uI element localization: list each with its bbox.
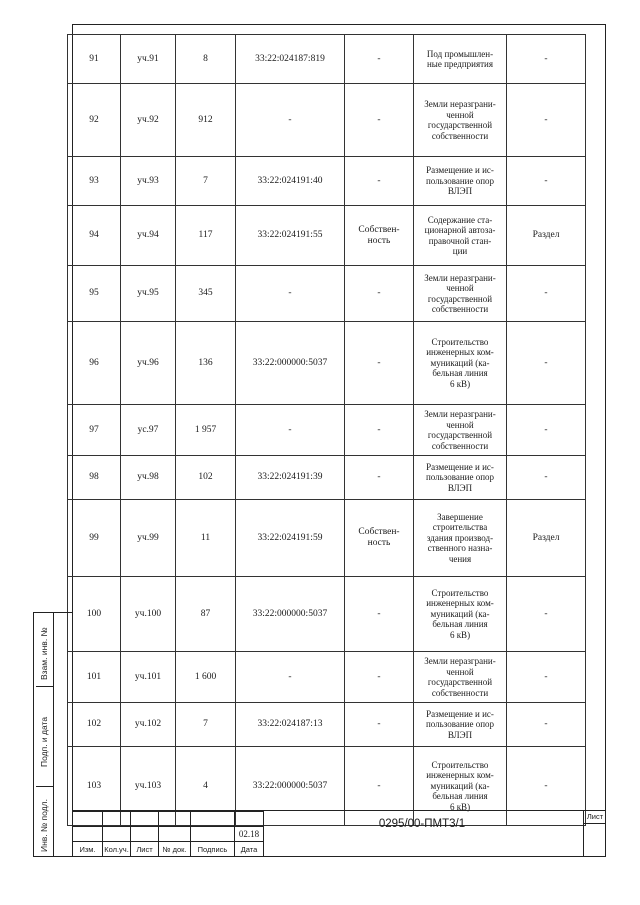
area-cell: 7 — [176, 703, 236, 747]
stamp-date-value: 02.18 — [235, 827, 264, 842]
row-number-cell: 93 — [68, 157, 121, 206]
cadastral-number-cell: 33:22:024191:40 — [236, 157, 345, 206]
row-number-cell: 101 — [68, 652, 121, 703]
table-row — [68, 266, 586, 322]
plot-id-cell: уч.99 — [121, 500, 176, 577]
cadastral-number-cell: 33:22:000000:5037 — [236, 577, 345, 652]
formation-type-cell: - — [507, 577, 586, 652]
cadastral-number-cell: - — [236, 652, 345, 703]
stamp-row — [73, 812, 264, 827]
formation-type-cell: - — [507, 747, 586, 826]
document-number: 0295/00-ПМТ3/1 — [378, 818, 466, 830]
formation-type-cell: - — [507, 84, 586, 157]
right-type-cell: - — [345, 35, 414, 84]
cadastral-number-cell: - — [236, 84, 345, 157]
stamp-header-row — [73, 842, 264, 857]
table-row — [68, 652, 586, 703]
row-number-cell: 100 — [68, 577, 121, 652]
formation-type-cell: - — [507, 456, 586, 500]
formation-type-cell: - — [507, 35, 586, 84]
sheet-label: Лист — [586, 812, 604, 821]
table-row — [68, 456, 586, 500]
stamp-header-koluch: Кол.уч. — [103, 842, 131, 857]
right-type-cell: - — [345, 405, 414, 456]
side-label-podp: Подп. и дата — [39, 716, 49, 767]
permitted-use-cell: Земли неразграни- ченной государственной собственности — [414, 266, 507, 322]
stamp-header-list: Лист — [131, 842, 159, 857]
stamp-header-izm: Изм. — [73, 842, 103, 857]
area-cell: 912 — [176, 84, 236, 157]
area-cell: 117 — [176, 206, 236, 266]
permitted-use-cell: Размещение и ис- пользование опор ВЛЭП — [414, 456, 507, 500]
area-cell: 1 600 — [176, 652, 236, 703]
plot-id-cell: уч.91 — [121, 35, 176, 84]
cadastral-number-cell: - — [236, 266, 345, 322]
stamp-header-podpis: Подпись — [191, 842, 235, 857]
permitted-use-cell: Земли неразграни- ченной государственной собственности — [414, 652, 507, 703]
plot-id-cell: уч.100 — [121, 577, 176, 652]
right-type-cell: - — [345, 84, 414, 157]
row-number-cell: 102 — [68, 703, 121, 747]
area-cell: 4 — [176, 747, 236, 826]
area-cell: 136 — [176, 322, 236, 405]
row-number-cell: 103 — [68, 747, 121, 826]
right-type-cell: - — [345, 157, 414, 206]
formation-type-cell: - — [507, 703, 586, 747]
table-body — [68, 35, 586, 826]
right-type-cell: - — [345, 322, 414, 405]
row-number-cell: 99 — [68, 500, 121, 577]
permitted-use-cell: Строительство инженерных ком- муникаций (ка- бельная линия 6 кВ) — [414, 747, 507, 826]
plot-id-cell: уч.98 — [121, 456, 176, 500]
plot-id-cell: уч.101 — [121, 652, 176, 703]
right-type-cell: - — [345, 456, 414, 500]
formation-type-cell: - — [507, 652, 586, 703]
plot-id-cell: уч.95 — [121, 266, 176, 322]
row-number-cell: 92 — [68, 84, 121, 157]
row-number-cell: 94 — [68, 206, 121, 266]
plot-id-cell: ус.97 — [121, 405, 176, 456]
stamp-grid — [72, 811, 264, 857]
plot-id-cell: уч.93 — [121, 157, 176, 206]
permitted-use-cell: Размещение и ис- пользование опор ВЛЭП — [414, 703, 507, 747]
table-row — [68, 35, 586, 84]
side-label-inv: Инв. № подл. — [39, 799, 49, 852]
area-cell: 1 957 — [176, 405, 236, 456]
right-type-cell: - — [345, 747, 414, 826]
cadastral-number-cell: 33:22:024187:819 — [236, 35, 345, 84]
row-number-cell: 96 — [68, 322, 121, 405]
plot-id-cell: уч.96 — [121, 322, 176, 405]
permitted-use-cell: Строительство инженерных ком- муникаций (ка- бельная линия 6 кВ) — [414, 577, 507, 652]
permitted-use-cell: Земли неразграни- ченной государственной собственности — [414, 405, 507, 456]
sheet-divider — [583, 823, 606, 824]
plot-id-cell: уч.92 — [121, 84, 176, 157]
permitted-use-cell: Земли неразграни- ченной государственной собственности — [414, 84, 507, 157]
formation-type-cell: - — [507, 266, 586, 322]
formation-type-cell: - — [507, 322, 586, 405]
permitted-use-cell: Строительство инженерных ком- муникаций (ка- бельная линия 6 кВ) — [414, 322, 507, 405]
table-row — [68, 322, 586, 405]
plot-id-cell: уч.102 — [121, 703, 176, 747]
right-type-cell: Собствен- ность — [345, 206, 414, 266]
table-row — [68, 500, 586, 577]
stamp-header-ndok: № док. — [159, 842, 191, 857]
row-number-cell: 98 — [68, 456, 121, 500]
formation-type-cell: Раздел — [507, 500, 586, 577]
area-cell: 11 — [176, 500, 236, 577]
table-row — [68, 703, 586, 747]
table-row — [68, 84, 586, 157]
permitted-use-cell: Под промышлен- ные предприятия — [414, 35, 507, 84]
table-row — [68, 157, 586, 206]
formation-type-cell: - — [507, 405, 586, 456]
stamp-header-data: Дата — [235, 842, 264, 857]
right-type-cell: - — [345, 652, 414, 703]
area-cell: 7 — [176, 157, 236, 206]
table-row — [68, 405, 586, 456]
land-plots-table — [67, 34, 586, 826]
table-row — [68, 577, 586, 652]
table-row — [68, 206, 586, 266]
row-number-cell: 95 — [68, 266, 121, 322]
cadastral-number-cell: 33:22:000000:5037 — [236, 322, 345, 405]
formation-type-cell: Раздел — [507, 206, 586, 266]
area-cell: 8 — [176, 35, 236, 84]
permitted-use-cell: Завершение строительства здания производ- ственного назна- чения — [414, 500, 507, 577]
row-number-cell: 91 — [68, 35, 121, 84]
right-type-cell: - — [345, 703, 414, 747]
right-type-cell: Собствен- ность — [345, 500, 414, 577]
area-cell: 87 — [176, 577, 236, 652]
cadastral-number-cell: 33:22:024187:13 — [236, 703, 345, 747]
stamp-row — [73, 827, 264, 842]
side-label-vzam: Взам. инв. № — [39, 627, 49, 680]
formation-type-cell: - — [507, 157, 586, 206]
plot-id-cell: уч.103 — [121, 747, 176, 826]
area-cell: 102 — [176, 456, 236, 500]
cadastral-number-cell: 33:22:024191:59 — [236, 500, 345, 577]
permitted-use-cell: Содержание ста- ционарной автоза- правочной стан- ции — [414, 206, 507, 266]
cadastral-number-cell: 33:22:024191:55 — [236, 206, 345, 266]
right-type-cell: - — [345, 577, 414, 652]
cadastral-number-cell: 33:22:000000:5037 — [236, 747, 345, 826]
permitted-use-cell: Размещение и ис- пользование опор ВЛЭП — [414, 157, 507, 206]
plot-id-cell: уч.94 — [121, 206, 176, 266]
cadastral-number-cell: 33:22:024191:39 — [236, 456, 345, 500]
row-number-cell: 97 — [68, 405, 121, 456]
cadastral-number-cell: - — [236, 405, 345, 456]
right-type-cell: - — [345, 266, 414, 322]
area-cell: 345 — [176, 266, 236, 322]
